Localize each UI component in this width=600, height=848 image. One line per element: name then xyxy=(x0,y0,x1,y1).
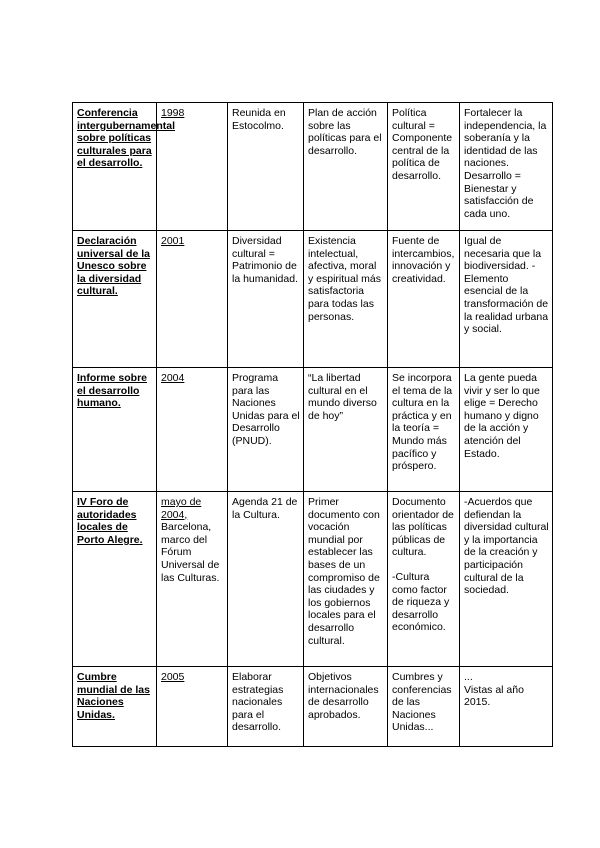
table-row xyxy=(73,368,553,492)
event-year: 2004 xyxy=(161,372,185,384)
goal-cell xyxy=(460,368,553,492)
objective-cell xyxy=(304,667,388,747)
goal-text: La gente pueda vivir y ser lo que elige = Derecho humano y digno de la acción y atención del Estado. xyxy=(464,372,540,460)
objective-text: “La libertad cultural en el mundo diverso de hoy” xyxy=(308,372,377,422)
table-row xyxy=(73,103,553,231)
objective-text: Existencia intelectual, afectiva, moral y espiritual más satisfactoria para todas las personas. xyxy=(308,235,381,323)
goal-text: Igual de necesaria que la biodiversidad. -Elemento esencial de la transformación de la realidad urbana y social. xyxy=(464,235,549,336)
culture-cell xyxy=(388,231,460,368)
culture-text: Fuente de intercambios, innovación y creatividad. xyxy=(392,235,455,285)
table-row xyxy=(73,231,553,368)
event-title-cell xyxy=(73,231,157,368)
culture-text: Cumbres y conferencias de las Naciones Unidas... xyxy=(392,671,452,734)
event-year: 2005 xyxy=(161,671,185,683)
culture-text: Documento orientador de las políticas públicas de cultura. xyxy=(392,496,457,559)
date-cell xyxy=(157,667,228,747)
goal-text: Vistas al año 2015. xyxy=(464,683,527,709)
cultural-policy-table xyxy=(72,102,553,747)
description-cell xyxy=(228,368,304,492)
description-text: Diversidad cultural = Patrimonio de la humanidad. xyxy=(232,235,298,285)
culture-text: Se incorpora el tema de la cultura en la práctica y en la teoría = Mundo más pacífico y próspero. xyxy=(392,372,453,473)
date-cell xyxy=(157,492,228,667)
objective-text: Plan de acción sobre las políticas para el desarrollo. xyxy=(308,107,382,157)
description-text: Programa para las Naciones Unidas para el Desarrollo (PNUD). xyxy=(232,372,300,447)
objective-cell xyxy=(304,492,388,667)
description-cell xyxy=(228,667,304,747)
description-cell xyxy=(228,103,304,231)
goal-ellipsis: ... xyxy=(464,671,473,683)
description-text: Agenda 21 de la Cultura. xyxy=(232,496,298,521)
event-title-cell xyxy=(73,492,157,667)
goal-text: -Acuerdos que defiendan la diversidad cultural y la importancia de la creación y participación cultural de la sociedad. xyxy=(464,496,549,597)
event-title-cell xyxy=(73,368,157,492)
description-cell xyxy=(228,492,304,667)
goal-cell xyxy=(460,492,553,667)
event-year: 1998 xyxy=(161,107,185,119)
date-cell xyxy=(157,231,228,368)
goal-text: Fortalecer la independencia, la soberanía y la identidad de las naciones. Desarrollo = Bienestar y satisfacción de cada uno. xyxy=(464,107,547,220)
event-title: Cumbre mundial de las Naciones Unidas. xyxy=(77,671,150,721)
event-year: 2001 xyxy=(161,235,185,247)
event-title: Declaración universal de la Unesco sobre la diversidad cultural. xyxy=(77,235,150,298)
event-title: Conferencia intergubernamental sobre políticas culturales para el desarrollo. xyxy=(77,107,176,170)
culture-cell xyxy=(388,368,460,492)
description-text: Elaborar estrategias nacionales para el desarrollo. xyxy=(232,671,284,734)
event-title-cell xyxy=(73,667,157,747)
objective-text: Objetivos internacionales de desarrollo aprobados. xyxy=(308,671,379,721)
goal-cell xyxy=(460,103,553,231)
culture-text: Política cultural = Componente central de la política de desarrollo. xyxy=(392,107,453,182)
event-title: IV Foro de autoridades locales de Porto Alegre. xyxy=(77,496,143,546)
event-title: Informe sobre el desarrollo humano. xyxy=(77,372,148,410)
objective-cell xyxy=(304,368,388,492)
culture-text-secondary: -Cultura como factor de riqueza y desarrollo económico. xyxy=(392,570,453,634)
table-row xyxy=(73,492,553,667)
table-row xyxy=(73,667,553,747)
goal-cell xyxy=(460,667,553,747)
objective-text: Primer documento con vocación mundial por establecer las bases de un compromiso de las ciudades y los gobiernos locales para el desarrollo cultural. xyxy=(308,496,380,647)
objective-cell xyxy=(304,103,388,231)
description-cell xyxy=(228,231,304,368)
objective-cell xyxy=(304,231,388,368)
goal-cell xyxy=(460,231,553,368)
culture-cell xyxy=(388,667,460,747)
culture-cell xyxy=(388,492,460,667)
event-year: mayo de 2004, xyxy=(161,496,202,521)
date-cell xyxy=(157,368,228,492)
description-text: Reunida en Estocolmo. xyxy=(232,107,286,132)
culture-cell xyxy=(388,103,460,231)
event-location: Barcelona, marco del Fórum Universal de las Culturas. xyxy=(161,521,220,584)
